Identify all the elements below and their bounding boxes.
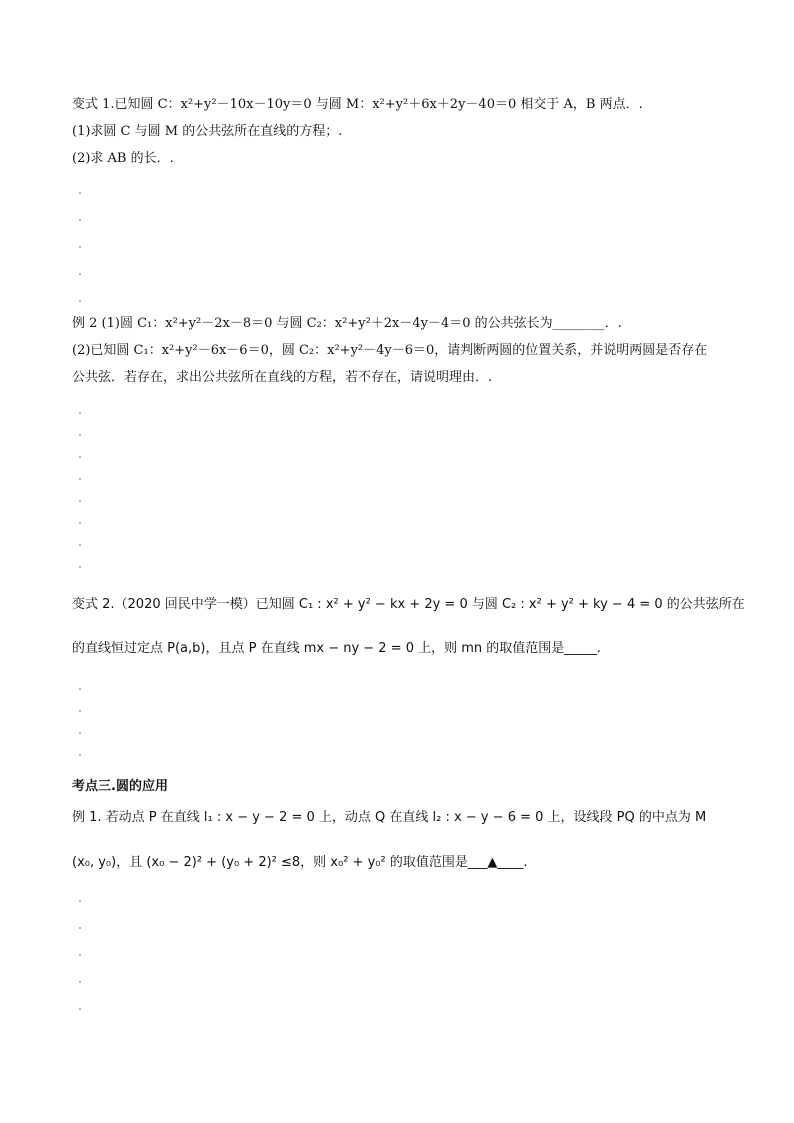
example-1-line-1: 例 1. 若动点 P 在直线 l₁ : x − y − 2 = 0 上，动点 Q 在直线 l₂ : x − y − 6 = 0 上，设线段 PQ 的中点为 M [72,810,707,825]
variant-2-line-1: 变式 2.（2020 回民中学一模）已知圆 C₁ : x² + y² − kx + 2y = 0 与圆 C₂ : x² + y² + ky − 4 = 0 的公共弦所在 [72,597,745,612]
blank-line-marker [79,500,81,502]
blank-line-marker [79,273,81,275]
blank-line-marker [79,1008,81,1010]
variant-1-question-2: (2)求 AB 的长．. [72,151,174,166]
variant-2-line-2: 的直线恒过定点 P(a,b)，且点 P 在直线 mx − ny − 2 = 0 上，则 mn 的取值范围是_____. [72,641,601,656]
example-1-line-2: (x₀, y₀)，且 (x₀ − 2)² + (y₀ + 2)² ≤8，则 x₀² + y₀² 的取值范围是___▲____. [72,855,528,870]
variant-1-question-1: (1)求圆 C 与圆 M 的公共弦所在直线的方程；. [72,124,343,139]
blank-line-marker [79,981,81,983]
blank-line-marker [79,732,81,734]
blank-line-marker [79,900,81,902]
blank-line-marker [79,192,81,194]
blank-line-marker [79,246,81,248]
blank-line-marker [79,412,81,414]
blank-line-marker [79,566,81,568]
blank-line-marker [79,456,81,458]
blank-line-marker [79,434,81,436]
blank-line-marker [79,300,81,302]
blank-line-marker [79,544,81,546]
blank-line-marker [79,522,81,524]
blank-line-marker [79,478,81,480]
blank-line-marker [79,710,81,712]
example-2-part-2: (2)已知圆 C₁：x²+y²－6x－6＝0，圆 C₂：x²+y²－4y－6＝0，请判断两圆的位置关系，并说明两圆是否存在 [72,343,708,358]
blank-line-marker [79,754,81,756]
section-heading: 考点三.圆的应用 [72,779,168,794]
blank-line-marker [79,688,81,690]
example-2-part-1: 例 2 (1)圆 C₁：x²+y²－2x－8＝0 与圆 C₂：x²+y²＋2x－4y－4＝0 的公共弦长为________．. [72,316,622,331]
variant-1-title: 变式 1.已知圆 C：x²+y²－10x－10y＝0 与圆 M：x²+y²＋6x＋2y－40＝0 相交于 A，B 两点．. [72,97,643,112]
blank-line-marker [79,954,81,956]
blank-line-marker [79,219,81,221]
example-2-part-2-continued: 公共弦．若存在，求出公共弦所在直线的方程，若不存在，请说明理由．. [72,370,493,385]
blank-line-marker [79,927,81,929]
